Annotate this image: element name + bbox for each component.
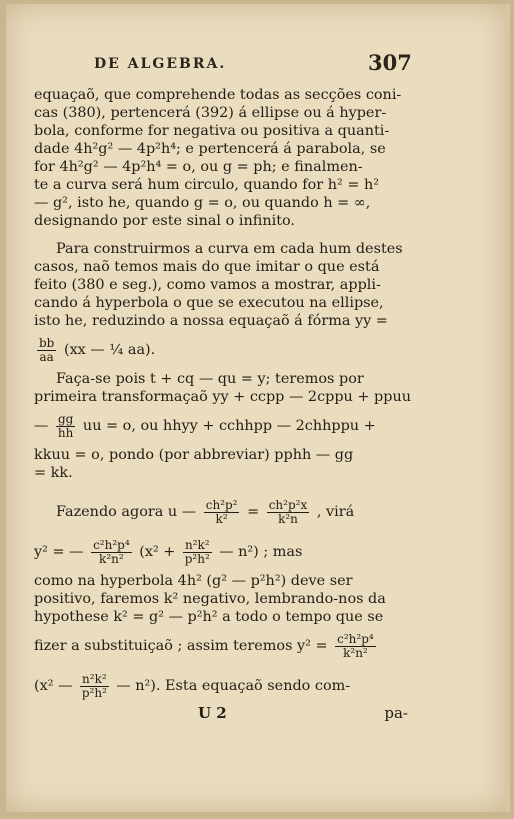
text-line: isto he, reduzindo a nossa equaçaõ á fórma yy = — [34, 313, 388, 329]
fraction: $\frac{\text{n²k²}}{\text{p²h²}}$ — [184, 537, 210, 566]
formula-line: fizer a substituiçaõ ; assim teremos y² = $\frac{\text{c²h²p⁴}}{\text{k²n²}}$ — [34, 631, 374, 660]
text-line: bola, conforme for negativa ou positiva a quanti- — [34, 123, 390, 139]
text-line: dade 4h²g² — 4p²h⁴; e pertencerá á parabola, se — [34, 141, 386, 157]
fraction: $\frac{\text{ch²p²x}}{\text{k²n}}$ — [268, 497, 308, 526]
text-line: equaçaõ, que comprehende todas as secções coni- — [34, 87, 402, 103]
text-line: Para construirmos a curva em cada hum destes — [56, 241, 403, 257]
book-page — [6, 4, 510, 812]
paragraph-1 — [34, 86, 408, 230]
text-line: cas (380), pertencerá (392) á ellipse ou á hyper- — [34, 105, 387, 121]
text-line: casos, naõ temos mais do que imitar o que está — [34, 259, 380, 275]
text-line: feito (380 e seg.), como vamos a mostrar, appli- — [34, 277, 381, 293]
text-line: for 4h²g² — 4p²h⁴ = o, ou g = ph; e finalmen- — [34, 159, 363, 175]
fraction: $\frac{\text{c²h²p⁴}}{\text{k²n²}}$ — [93, 537, 130, 566]
text-line: primeira transformaçaõ yy + ccpp — 2cppu + ppuu — [34, 389, 411, 405]
page-number: 307 — [368, 50, 412, 75]
fraction: $\frac{\text{c²h²p⁴}}{\text{k²n²}}$ — [337, 631, 374, 660]
catchword: pa- — [384, 704, 408, 722]
formula-line — [34, 330, 408, 370]
formula-line: Fazendo agora u — $\frac{\text{ch²p²}}{\text{k²}}$ = $\frac{\text{ch²p²x}}{\text{k²n}}$ , virá — [56, 497, 355, 526]
paragraph-3 — [34, 370, 411, 482]
text-line: Faça-se pois t + cq — qu = y; teremos por — [56, 371, 364, 387]
text-line: kkuu = o, pondo (por abbreviar) pphh — gg — [34, 447, 354, 463]
formula-text: uu = o, ou hhyy + cchhpp — 2chhppu + — [82, 418, 376, 434]
text-line: hypothese k² = g² — p²h² a todo o tempo que se — [34, 609, 384, 625]
formula-line: y² = — $\frac{\text{c²h²p⁴}}{\text{k²n²}}$ (x² + $\frac{\text{n²k²}}{\text{p²h²}}$ — n²) ; mas — [34, 537, 303, 566]
text-line: cando á hyperbola o que se executou na ellipse, — [34, 295, 384, 311]
fraction: $\frac{\text{ch²p²}}{\text{k²}}$ — [205, 497, 238, 526]
paragraph-2 — [34, 240, 408, 370]
page-footer — [34, 704, 408, 724]
text-line: positivo, faremos k² negativo, lembrando-nos da — [34, 591, 386, 607]
formula-line: (x² — $\frac{\text{n²k²}}{\text{p²h²}}$ — n²). Esta equaçaõ sendo com- — [34, 671, 351, 700]
formula-line: — $\frac{gg}{hh}$ uu = o, ou hhyy + cchhpp — 2chhppu + — [34, 411, 376, 440]
text-line: te a curva será hum circulo, quando for h² = h² — [34, 177, 379, 193]
text-line: = kk. — [34, 465, 73, 481]
fraction: $\frac{\text{n²k²}}{\text{p²h²}}$ — [81, 671, 107, 700]
fraction: $\frac{gg}{hh}$ — [57, 411, 74, 440]
text-line: designando por este sinal o infinito. — [34, 213, 295, 229]
formula-text: (xx — ¼ aa). — [63, 342, 156, 358]
running-title: DE ALGEBRA. — [94, 56, 227, 72]
text-line: — g², isto he, quando g = o, ou quando h = ∞, — [34, 195, 371, 211]
signature-mark: U 2 — [198, 704, 227, 722]
text-line: como na hyperbola 4h² (g² — p²h²) deve ser — [34, 573, 353, 589]
paragraph-4 — [34, 492, 408, 706]
page-body — [34, 86, 411, 706]
fraction: $\frac{bb}{aa}$ — [39, 335, 55, 364]
